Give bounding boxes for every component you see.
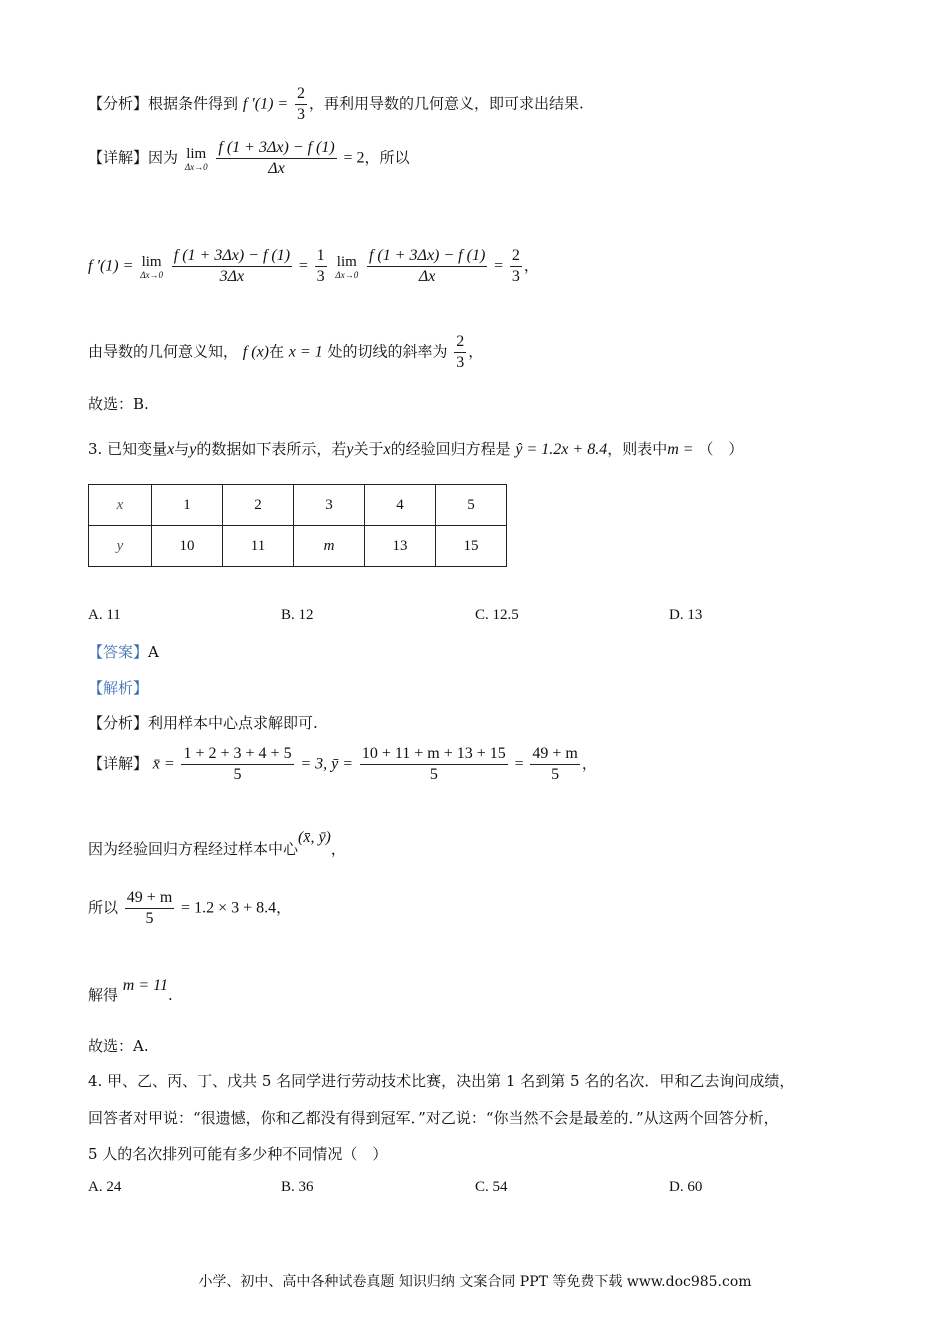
- table-cell: 1: [152, 485, 223, 526]
- xbar: x̄ =: [152, 755, 175, 773]
- solve-text: 解得: [88, 986, 119, 1004]
- center-line: [88, 829, 346, 859]
- option-a: A. 11: [88, 607, 121, 623]
- analysis-text: 根据条件得到: [148, 94, 239, 113]
- choose-a: 故选：A.: [88, 1037, 149, 1055]
- option-d: D. 13: [669, 607, 703, 623]
- analysis-text-2: 利用样本中心点求解即可.: [148, 714, 318, 732]
- formula-tail: ，: [523, 256, 539, 275]
- data-table: [88, 484, 507, 567]
- answer-label: 【答案】: [88, 643, 149, 661]
- limit-fraction: $\frac{f (1 + 3\Delta x) - f (1)}{\Delta x}$: [218, 139, 335, 177]
- analysis-line-2: [88, 712, 318, 733]
- q4-option-a: A. 24: [88, 1179, 122, 1195]
- detail-label: 【详解】: [88, 148, 149, 167]
- table-cell: 15: [436, 526, 507, 567]
- limit-operator-1: lim Δx→0: [140, 253, 163, 280]
- mean-x-fraction: $\frac{1 + 2 + 3 + 4 + 5}{5}$: [183, 745, 292, 783]
- var-y: y: [189, 441, 197, 458]
- footer-link[interactable]: 小学、初中、高中各种试卷真题 知识归纳 文案合同 PPT 等免费下载 www.doc985.com: [198, 1274, 752, 1290]
- table-cell: y: [89, 526, 152, 567]
- q3-text-1: 已知变量: [107, 440, 168, 458]
- table-row: [89, 485, 507, 526]
- answer-line: [88, 641, 159, 662]
- choose-b: 故选：B.: [88, 395, 149, 413]
- derivative-expr: f ′(1) =: [242, 95, 289, 113]
- table-cell: 13: [365, 526, 436, 567]
- table-cell: 2: [223, 485, 294, 526]
- x-equals-1: x = 1: [288, 343, 323, 361]
- solve-line: [88, 977, 173, 1005]
- solve-eq: m = 11: [122, 977, 168, 994]
- var-x: x: [167, 441, 175, 458]
- table-cell: 4: [365, 485, 436, 526]
- regression-equation: ŷ = 1.2x + 8.4: [515, 441, 608, 458]
- question-number: 3.: [88, 440, 103, 458]
- result-fraction: $\frac{2}{3}$: [511, 247, 520, 285]
- question-3: [88, 438, 743, 459]
- formula-fraction-1: $\frac{f (1 + 3\Delta x) - f (1)}{3\Delta x}$: [173, 247, 291, 285]
- fraction: $\frac{2}{3}$: [297, 85, 305, 123]
- q3-text-3: 的数据如下表所示，若: [196, 440, 347, 458]
- q3-text-2: 与: [174, 440, 190, 458]
- slope-text-c: 处的切线的斜率为: [327, 342, 448, 361]
- slope-text-a: 由导数的几何意义知，: [88, 342, 239, 361]
- table-cell: 11: [223, 526, 294, 567]
- q3-text-5: 的经验回归方程是: [390, 440, 511, 458]
- q4-line-2: 回答者对甲说：“很遗憾，你和乙都没有得到冠军．”对乙说：“你当然不会是最差的．”从这两个回答分析，: [88, 1109, 779, 1127]
- q3-text-4: 关于: [353, 440, 384, 458]
- solve-tail: .: [167, 986, 173, 1004]
- q4-line-1: 4. 甲、乙、丙、丁、戊共 5 名同学进行劳动技术比赛，决出第 1 名到第 5 名的名次．甲和乙去询问成绩，: [88, 1072, 795, 1090]
- limit-operator-2: lim Δx→0: [335, 253, 359, 280]
- var-m: m =: [667, 441, 694, 458]
- slope-tail: ，: [468, 342, 484, 361]
- equals-2: =: [494, 257, 504, 275]
- derivative-formula: [88, 246, 539, 287]
- analysis-label-2: 【分析】: [88, 714, 149, 732]
- detail2-tail: ，: [581, 754, 597, 773]
- coef-fraction: $\frac{1}{3}$: [316, 247, 325, 285]
- q4-option-b: B. 36: [281, 1179, 314, 1195]
- detail-line-2: [88, 744, 597, 785]
- center-point: (x̄, ȳ): [298, 829, 331, 846]
- limit-operator: lim Δx→0: [184, 145, 208, 172]
- answer-paren: （ ）: [698, 440, 744, 458]
- option-b: B. 12: [281, 607, 314, 623]
- q4-option-c: C. 54: [475, 1179, 508, 1195]
- equals-3: =: [514, 755, 524, 773]
- var-y-2: y: [346, 441, 354, 458]
- center-tail: ，: [330, 840, 346, 858]
- analysis-label: 【分析】: [88, 94, 149, 113]
- formula-fraction-2: $\frac{f (1 + 3\Delta x) - f (1)}{\Delta x}$: [368, 247, 486, 285]
- q3-text-6: ，则表中: [607, 440, 668, 458]
- q4-line-3: 5 人的名次排列可能有多少种不同情况（ ）: [88, 1145, 388, 1163]
- formula-lhs: f ′(1) =: [88, 257, 134, 275]
- detail-line-1: [88, 138, 410, 179]
- table-row: [89, 526, 507, 567]
- mean-y-fraction: $\frac{10 + 11 + m + 13 + 15}{5}$: [361, 745, 506, 783]
- answer-value: A: [148, 643, 159, 661]
- suoyi-tail: ，: [276, 898, 292, 917]
- analysis-line-1: [88, 84, 584, 125]
- analysis-text-b: ，再利用导数的几何意义，即可求出结果.: [309, 94, 584, 113]
- detail-text-b: ，所以: [364, 148, 410, 167]
- table-cell: x: [89, 485, 152, 526]
- option-c: C. 12.5: [475, 607, 519, 623]
- table-cell: 10: [152, 526, 223, 567]
- var-x-2: x: [383, 441, 391, 458]
- suoyi-rhs: = 1.2 × 3 + 8.4: [181, 899, 277, 917]
- table-cell: 3: [294, 485, 365, 526]
- q4-option-d: D. 60: [669, 1179, 703, 1195]
- detail-label-2: 【详解】: [88, 754, 149, 773]
- slope-text-b: 在: [269, 342, 285, 361]
- ybar: = 3, ȳ =: [300, 755, 354, 773]
- function-fx: f (x): [242, 343, 269, 361]
- suoyi-line: [88, 888, 291, 929]
- suoyi-fraction: $\frac{49 + m}{5}$: [126, 889, 173, 927]
- mean-y-simplified: $\frac{49 + m}{5}$: [532, 745, 578, 783]
- slope-fraction: $\frac{2}{3}$: [456, 333, 465, 371]
- center-text: 因为经验回归方程经过样本中心: [88, 840, 299, 858]
- table-cell: 5: [436, 485, 507, 526]
- slope-line: [88, 332, 483, 373]
- suoyi-text: 所以: [88, 898, 119, 917]
- jiexi-label: 【解析】: [88, 679, 149, 697]
- table-cell: m: [294, 526, 365, 567]
- detail-text: 因为: [148, 148, 179, 167]
- equals: =: [298, 257, 308, 275]
- limit-rhs: = 2: [343, 149, 365, 167]
